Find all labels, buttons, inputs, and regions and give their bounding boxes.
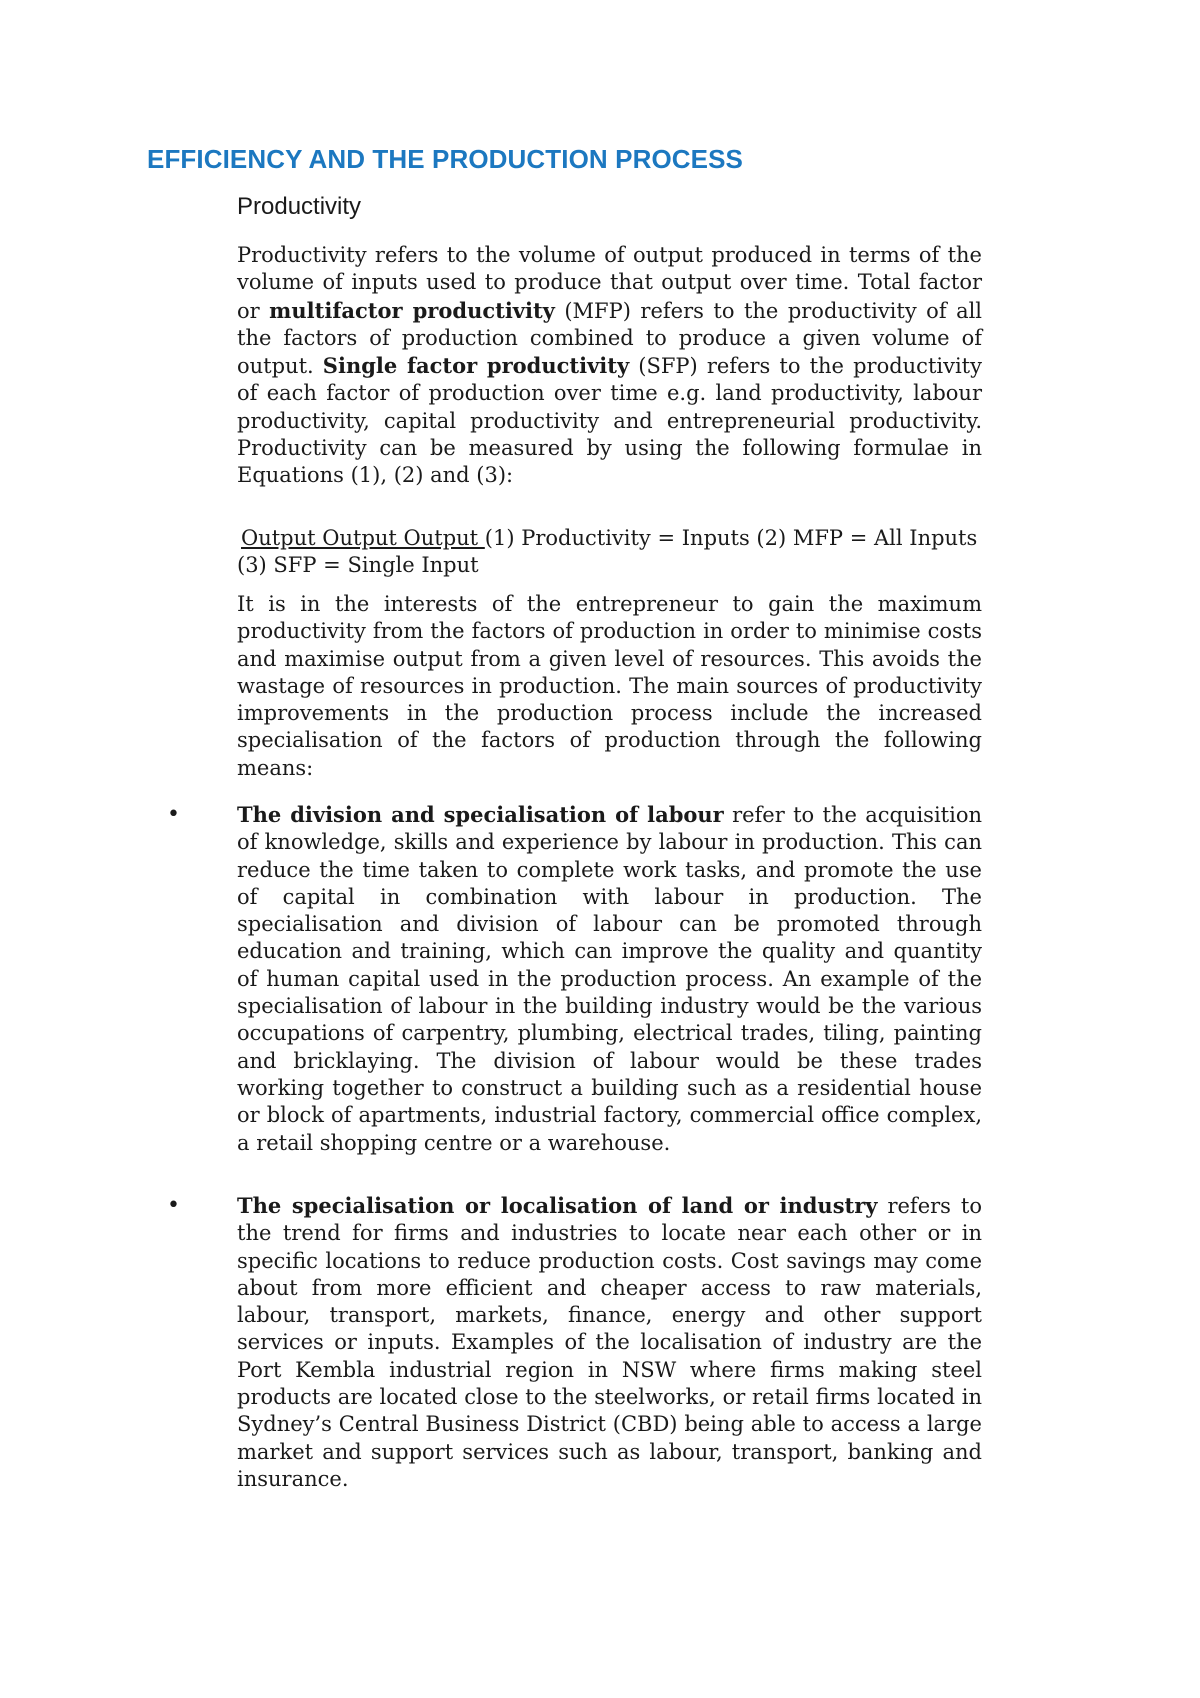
intro-paragraph bbox=[237, 242, 982, 490]
term-multifactor-productivity: multifactor productivity bbox=[269, 297, 555, 323]
bullet-icon: • bbox=[167, 802, 180, 827]
bullet-term: The division and specialisation of labour bbox=[237, 802, 724, 827]
entrepreneur-paragraph: It is in the interests of the entrepreneur to gain the maximum productivity from the factors of production in order to minimise costs and maximise output from a given level of resources. This avoids the wastage of resources in production. The main sources of productivity improvements in the production process include the increased specialisation of the factors of production through the following means: bbox=[237, 592, 982, 780]
bullet-icon: • bbox=[167, 1193, 180, 1218]
formula-equations: (1) Productivity = Inputs (2) MFP = All Inputs (3) SFP = Single Input bbox=[237, 526, 978, 578]
intro-text-1: Productivity refers to the volume of output produced in terms of the volume of inputs used to produce that output over time. Total factor or bbox=[237, 243, 982, 323]
page-title: EFFICIENCY AND THE PRODUCTION PROCESS bbox=[147, 144, 743, 174]
list-item-division-of-labour bbox=[167, 801, 982, 1157]
bullet-text: refers to the trend for firms and industries to locate near each other or in specific locations to reduce production costs. Cost savings may come about from more efficient and cheaper access to raw materials, labour, transport, markets, finance, energy and other support services or inputs. Examples of the localisation of industry are the Port Kembla industrial region in NSW where firms making steel products are located close to the steelworks, or retail firms located in Sydney’s Central Business District (CBD) being able to access a large market and support services such as labour, transport, banking and insurance. bbox=[237, 1194, 982, 1491]
term-single-factor-productivity: Single factor productivity bbox=[322, 353, 630, 379]
formula-numerators: Output Output Output bbox=[241, 526, 485, 550]
formula-block bbox=[237, 525, 982, 580]
intro-text-3: (SFP) refers to the productivity of each factor of production over time e.g. land productivity, labour productivity, capital productivity and entrepreneurial productivity. Productivity can be measured by using the following formulae in Equations (1), (2) and (3): bbox=[237, 354, 982, 488]
intro-text-2: (MFP) refers to the productivity of all the factors of production combined to produce a given volume of output. bbox=[237, 298, 983, 379]
list-item-localisation-of-industry bbox=[167, 1192, 982, 1493]
section-heading-productivity: Productivity bbox=[237, 193, 362, 220]
bullet-term: The specialisation or localisation of land or industry bbox=[237, 1193, 878, 1218]
bullet-text: refer to the acquisition of knowledge, skills and experience by labour in production. This can reduce the time taken to complete work tasks, and promote the use of capital in combination with labour in production. The specialisation and division of labour can be promoted through education and training, which can improve the quality and quantity of human capital used in the production process. An example of the specialisation of labour in the building industry would be the various occupations of carpentry, plumbing, electrical trades, tiling, painting and bricklaying. The division of labour would be these trades working together to construct a building such as a residential house or block of apartments, industrial factory, commercial office complex, a retail shopping centre or a warehouse. bbox=[237, 803, 982, 1155]
